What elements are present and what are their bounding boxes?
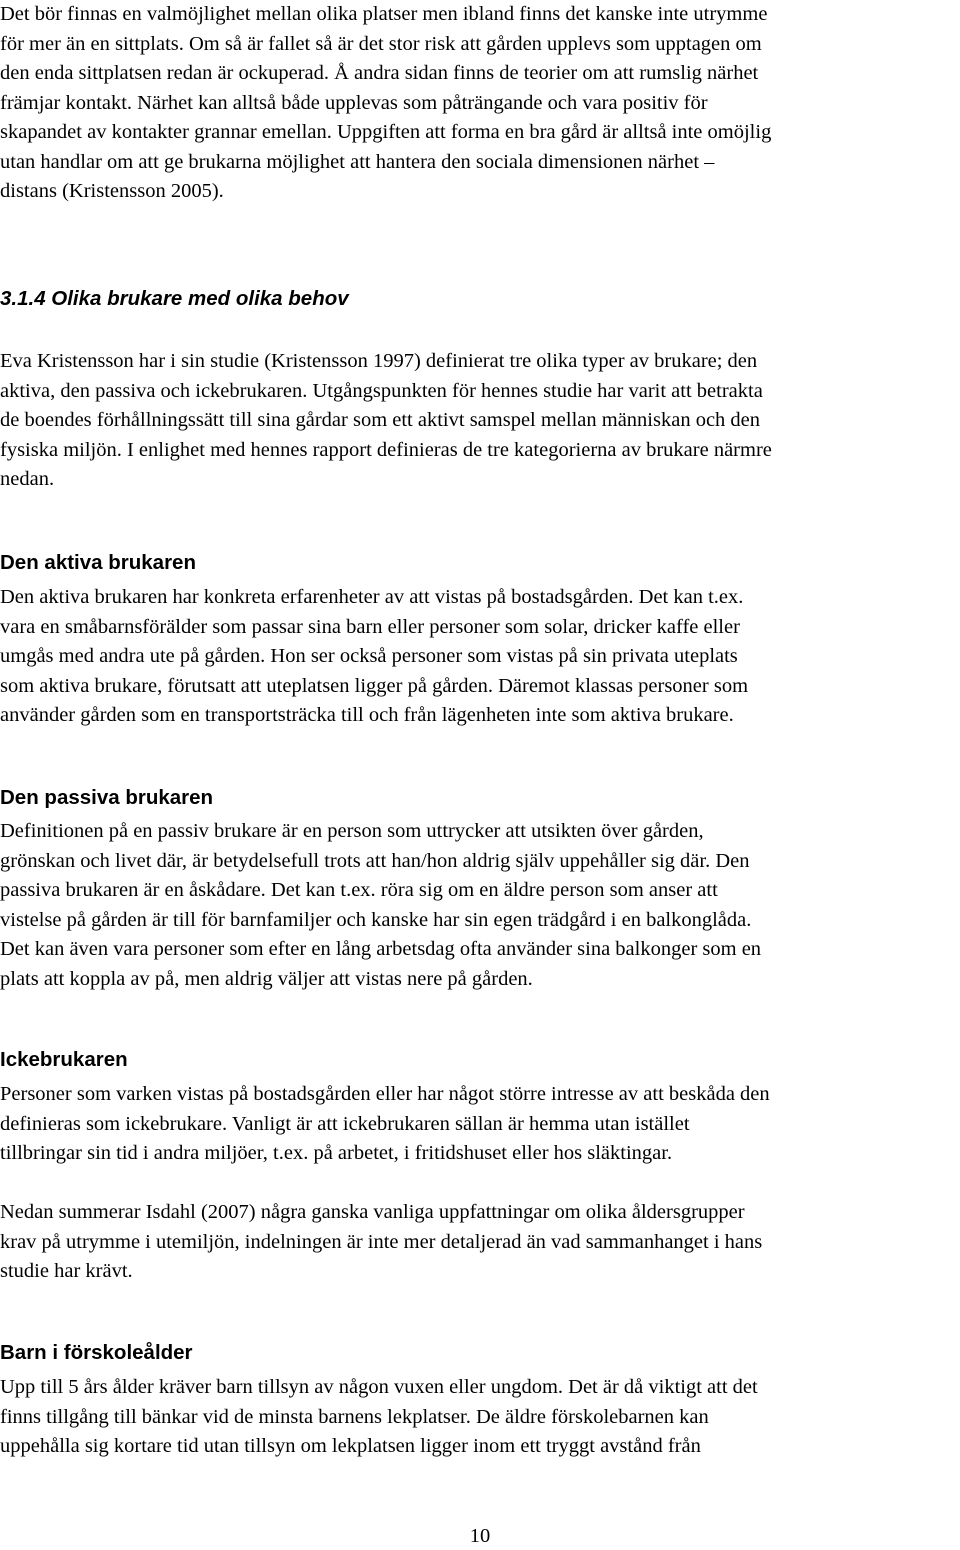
text-line: definieras som ickebrukare. Vanligt är att ickebrukaren sällan är hemma utan istället	[0, 1112, 690, 1135]
text-line: finns tillgång till bänkar vid de minsta barnens lekplatser. De äldre förskolebarnen kan	[0, 1405, 709, 1428]
text-line: den enda sittplatsen redan är ockuperad. Å andra sidan finns de teorier om att rumslig närhet	[0, 62, 759, 84]
isdahl-paragraph	[0, 1198, 956, 1287]
page-number: 10	[469, 1525, 491, 1547]
text-line: tillbringar sin tid i andra miljöer, t.ex. på arbetet, i fritidshuset eller hos släktingar.	[0, 1142, 673, 1164]
text-line: fysiska miljön. I enlighet med hennes rapport definieras de tre kategorierna av brukare närmre	[0, 438, 772, 461]
aktiva-paragraph	[0, 583, 956, 731]
intro-paragraph	[0, 0, 956, 207]
ickebrukaren-heading	[0, 1046, 956, 1074]
barn-paragraph	[0, 1373, 956, 1462]
passiva-heading	[0, 784, 956, 812]
text-line: som aktiva brukare, förutsatt att uteplatsen ligger på gården. Däremot klassas personer som	[0, 674, 749, 697]
section-paragraph	[0, 347, 956, 495]
text-line: grönskan och livet där, är betydelsefull trots att han/hon aldrig själv uppehåller sig där. Den	[0, 849, 750, 872]
text-line: distans (Kristensson 2005).	[0, 180, 224, 202]
text-line: uppehålla sig kortare tid utan tillsyn om lekplatsen ligger inom ett tryggt avstånd från	[0, 1435, 701, 1457]
ickebrukaren-paragraph	[0, 1080, 956, 1169]
text-line: de boendes förhållningssätt till sina gårdar som ett aktivt samspel mellan människan och den	[0, 409, 761, 431]
text-line: Det bör finnas en valmöjlighet mellan olika platser men ibland finns det kanske inte utrymme	[0, 3, 768, 25]
subheading-ickebrukaren: Ickebrukaren	[0, 1048, 128, 1071]
text-line: aktiva, den passiva och ickebrukaren. Utgångspunkten för hennes studie har varit att betrakta	[0, 379, 763, 402]
text-line: vara en småbarnsförälder som passar sina barn eller personer som solar, dricker kaffe eller	[0, 615, 740, 638]
text-line: umgås med andra ute på gården. Hon ser också personer som vistas på sin privata uteplats	[0, 645, 738, 667]
section-heading	[0, 285, 956, 313]
subheading-aktiva: Den aktiva brukaren	[0, 551, 196, 574]
text-line: för mer än en sittplats. Om så är fallet så är det stor risk att gården upplevs som upptagen om	[0, 32, 762, 55]
text-line: Nedan summerar Isdahl (2007) några ganska vanliga uppfattningar om olika åldersgrupper	[0, 1201, 745, 1223]
text-line: använder gården som en transportsträcka till och från lägenheten inte som aktiva brukare.	[0, 704, 734, 726]
text-line: skapandet av kontakter grannar emellan. Uppgiften att forma en bra gård är alltså inte omöjlig	[0, 121, 772, 143]
text-line: krav på utrymme i utemiljön, indelningen är inte mer detaljerad än vad sammanhanget i hans	[0, 1230, 763, 1253]
text-line: Det kan även vara personer som efter en lång arbetsdag ofta använder sina balkonger som en	[0, 938, 762, 960]
text-line: passiva brukaren är en åskådare. Det kan t.ex. röra sig om en äldre person som anser att	[0, 879, 718, 901]
text-line: studie har krävt.	[0, 1260, 133, 1282]
text-line: Upp till 5 års ålder kräver barn tillsyn av någon vuxen eller ungdom. Det är då viktigt att det	[0, 1376, 758, 1398]
text-line: Eva Kristensson har i sin studie (Kristensson 1997) definierat tre olika typer av brukare; den	[0, 350, 758, 372]
text-line: Personer som varken vistas på bostadsgården eller har något större intresse av att beskåda den	[0, 1083, 770, 1105]
section-title: 3.1.4 Olika brukare med olika behov	[0, 287, 349, 310]
aktiva-heading	[0, 549, 956, 577]
text-line: Definitionen på en passiv brukare är en person som uttrycker att utsikten över gården,	[0, 820, 704, 842]
barn-heading	[0, 1339, 956, 1367]
text-line: utan handlar om att ge brukarna möjlighet att hantera den sociala dimensionen närhet –	[0, 150, 715, 173]
text-line: främjar kontakt. Närhet kan alltså både upplevas som påträngande och vara positiv för	[0, 91, 708, 114]
text-line: Den aktiva brukaren har konkreta erfarenheter av att vistas på bostadsgården. Det kan t.ex.	[0, 586, 744, 608]
text-line: vistelse på gården är till för barnfamiljer och kanske har sin egen trädgård i en balkonglåda.	[0, 908, 752, 931]
passiva-paragraph	[0, 817, 956, 994]
text-line: plats att koppla av på, men aldrig väljer att vistas nere på gården.	[0, 967, 533, 990]
subheading-passiva: Den passiva brukaren	[0, 786, 214, 809]
subheading-barn: Barn i förskoleålder	[0, 1341, 193, 1364]
text-line: nedan.	[0, 468, 55, 490]
